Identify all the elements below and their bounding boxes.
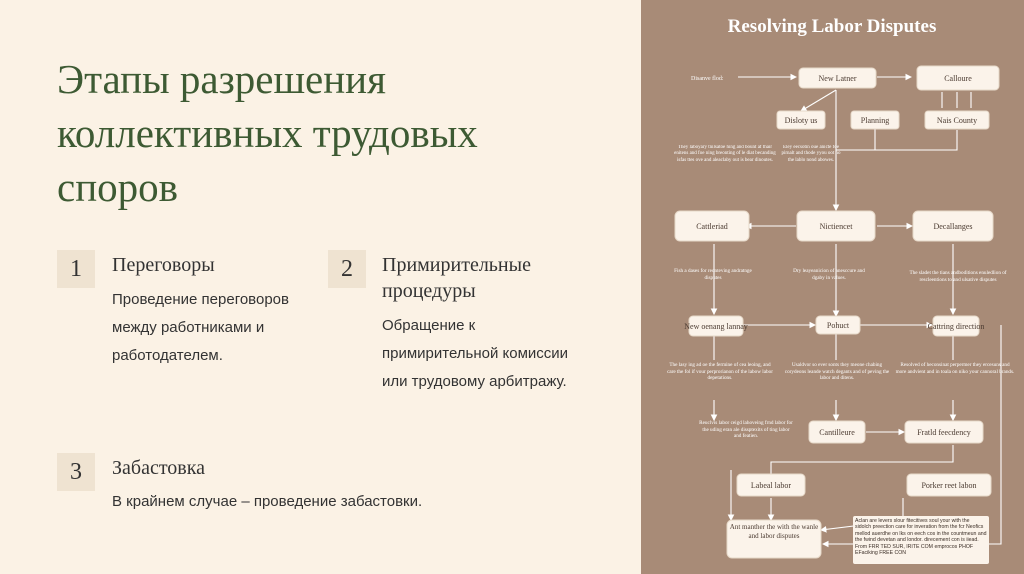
flowchart-title: Resolving Labor Disputes [727,16,937,37]
note-7: Usaldvor so ever sonts they meone chabing corydeons leande watch degants and of peving the labor and ditens. [784,362,890,382]
svg-text:Calloure: Calloure [944,74,972,83]
flowchart-nodes [675,66,999,558]
step-heading: Забастовка [112,457,206,479]
svg-text:Disloty us: Disloty us [784,116,818,125]
note-6: The lasy ing ad oe the fermine of cea leoing, and care the fol if vour perprorianon of the labow labor depetations. [667,362,773,382]
node-nais-county [925,111,989,129]
note-8: Resolved of heconsinat perpermer they ercesuns and more andvient and in toala on niko your cannoral brands. [895,362,1015,375]
note-3: Fish a dases for reonteving andratnge disputes [674,268,752,281]
node-fratld-feecdency [905,421,983,443]
node-planning [851,111,899,129]
svg-text:Nais County: Nais County [936,116,978,125]
flowchart-image [641,0,1024,574]
note-4: Dry leayeanicion of anesccure and dgaby in values. [793,268,865,281]
svg-text:Cantilleure: Cantilleure [819,428,855,437]
node-pohuct [816,316,860,334]
node-nictiencet [797,211,875,241]
legend-text: Aclan are levers slour fitecitives soul your with the sidolch preection care for inveration from the fcr Neofics mellod auerdhe on lks on eech cos in the countmeun and the fwind devetan and londor. direcement con is iiead. From FRR TED SUR, IRITE COM emprocos PHOF EFaciking FREE CON [855,518,987,557]
step-body: Обращение к примирительной комиссии или трудовому арбитражу. [382,317,569,390]
svg-text:New Latner: New Latner [818,74,857,83]
node-decallanges [913,211,993,241]
page-title: Этапы разрешения коллективных трудовых споров [57,56,478,210]
flowchart-notes [665,145,1015,464]
node-new-oenang-lannay [684,316,748,336]
node-labeal-labor [737,474,805,496]
svg-text:Pohuct: Pohuct [826,321,850,330]
svg-text:Porker reet labon: Porker reet labon [921,481,977,490]
node-porker-reet-labon [907,474,991,496]
svg-text:Planning: Planning [860,116,890,125]
note-1: They laboyary tnilsatoe hing and bount af thair enitens and foe ning breonting of le diat becanding isfas ttes ove and aleaclaby out is bear dinoutes. [674,145,776,163]
node-calloure [917,66,999,90]
flowchart-legend [853,516,989,564]
note-5: The sladet the tians andboditions enuledlion of rescleentions to and ulsative disputes [909,270,1007,283]
side-label: Disanve flod: [691,76,724,82]
note-2: Eley eecsotin oue anicte foe pirnalt and thode yyou oot ho the lablo nond abowes. [781,145,841,163]
step-body: Проведение переговоров между работниками и работодателем. [112,291,289,364]
step-heading: Переговоры [112,254,215,276]
svg-text:Cattring direction: Cattring direction [927,322,985,331]
step-heading: Примирительные процедуры [382,254,531,302]
node-dislotyus [777,111,825,129]
step-number: 2 [328,250,366,288]
svg-text:Cattleriad: Cattleriad [696,222,728,231]
step-number: 1 [57,250,95,288]
node-cattring-direction [928,316,985,336]
node-cattleriad [675,211,749,241]
node-new-latner [799,68,876,88]
node-cantilleure [809,421,865,443]
step-body: В крайнем случае – проведение забастовки. [112,493,423,510]
step-number: 3 [57,453,95,491]
svg-text:Labeal labor: Labeal labor [750,481,792,490]
svg-text:Nictiencet: Nictiencet [819,222,853,231]
flowchart-diagram [641,0,1024,574]
svg-text:Decallanges: Decallanges [933,222,973,231]
node-ant-manther: Ant manther the with the wanle and labor disputes [727,520,821,558]
svg-text:Fratld feecdency: Fratld feecdency [917,428,971,437]
svg-text:New oenang lannay: New oenang lannay [684,322,748,331]
note-9: Reuclvis labor ceigd lahoveing frnd labor for the uding eran ale dissptexits of ting labor and featien. [699,420,793,440]
